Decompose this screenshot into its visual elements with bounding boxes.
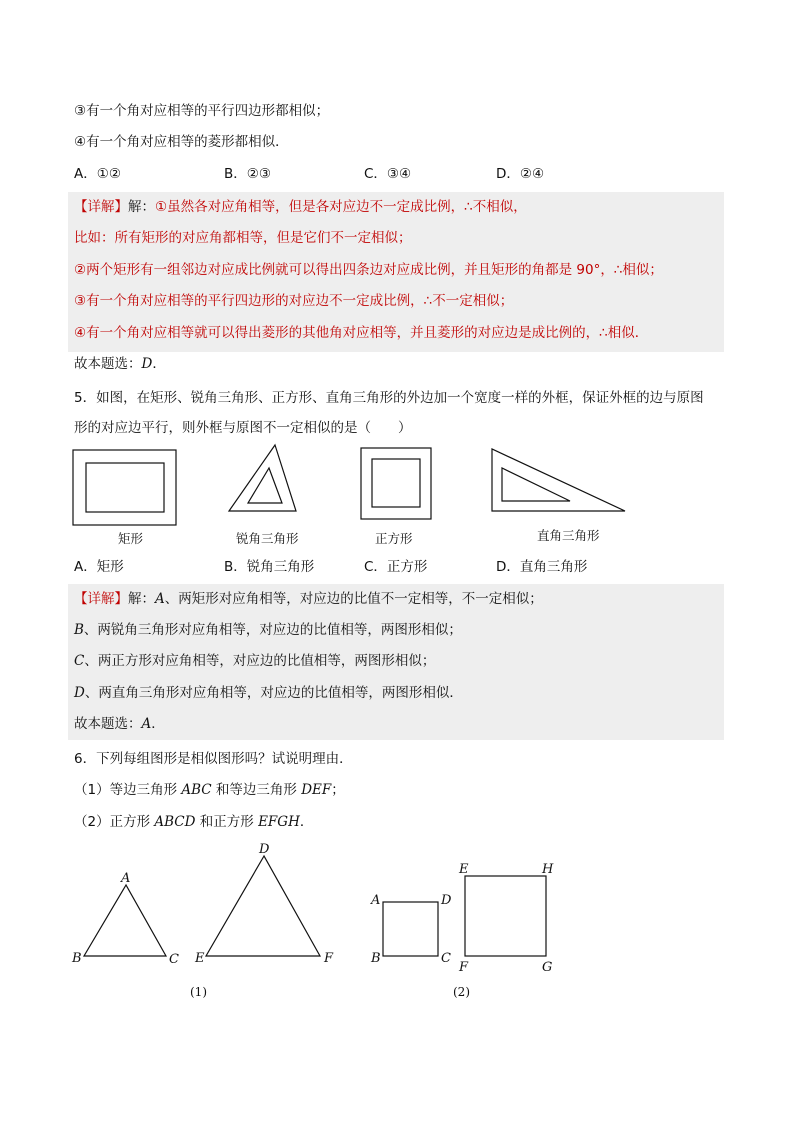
q5-figures (0, 440, 794, 570)
caption-rectangle: 矩形 (118, 531, 144, 546)
q5-options (74, 557, 694, 577)
part-suffix: ； (331, 782, 345, 798)
solution-var: A (155, 591, 165, 607)
triangle-def (206, 856, 320, 956)
q6-stem: 6．下列每组图形是相似图形吗？试说明理由． (74, 751, 353, 767)
triangle-abc (84, 885, 166, 956)
q5-option-c[interactable]: C．正方形 (364, 559, 428, 575)
q4-answer-line (74, 354, 166, 374)
label-d: D (441, 893, 452, 908)
answer-letter: D (141, 356, 153, 372)
label-f: F (324, 951, 334, 966)
label-e: E (459, 862, 469, 877)
q4-statement-4: ④有一个角对应相等的菱形都相似． (74, 134, 289, 150)
q4-option-c[interactable]: C．③④ (364, 166, 412, 182)
solution-text: 、两正方形对应角相等，对应边的比值相等，两图形相似； (84, 653, 436, 669)
square-abcd-name: ABCD (154, 814, 196, 830)
solution-jie: 解： (128, 199, 155, 215)
right-triangle-inner (502, 468, 570, 501)
label-a: A (121, 871, 131, 886)
triangle-def-name: DEF (301, 782, 332, 798)
solution-text: 、两锐角三角形对应角相等，对应边的比值相等，两图形相似； (83, 622, 462, 638)
q4-solution-line-5: ④有一个角对应相等就可以得出菱形的其他角对应相等，并且菱形的对应边是成比例的，∴相似． (74, 325, 649, 341)
q4-options (74, 164, 694, 184)
solution-tag: 【详解】 (74, 199, 128, 215)
label-b: B (72, 951, 82, 966)
q5-option-a[interactable]: A．矩形 (74, 559, 124, 575)
label-c: C (441, 951, 451, 966)
label-d: D (259, 842, 270, 857)
rectangle-outer-frame (73, 450, 176, 525)
label-b: B (371, 951, 381, 966)
rectangle-inner (86, 463, 164, 512)
solution-var: D (74, 685, 85, 701)
label-a: A (371, 893, 381, 908)
solution-text: 、两矩形对应角相等，对应边的比值不一定相等，不一定相似； (164, 591, 543, 607)
answer-prefix: 故本题选： (74, 716, 142, 732)
caption-acute-triangle: 锐角三角形 (236, 531, 299, 546)
square-abcd (383, 902, 438, 956)
square-efgh (465, 876, 546, 956)
part-mid: 和正方形 (195, 814, 259, 830)
q6-part-2 (74, 812, 313, 832)
label-e: E (195, 951, 205, 966)
square-efgh-name: EFGH (258, 814, 300, 830)
solution-text: 、两直角三角形对应角相等，对应边的比值相等，两图形相似． (84, 685, 463, 701)
part-prefix: （2）正方形 (74, 814, 155, 830)
q4-solution-line-2: 比如：所有矩形的对应角都相等，但是它们不一定相似； (74, 230, 412, 246)
caption-square: 正方形 (375, 531, 413, 546)
q5-solution-line-3 (74, 651, 435, 671)
q5-solution-line-1 (74, 589, 543, 609)
part-suffix: ． (299, 814, 314, 830)
q6-figures (0, 838, 794, 1008)
right-triangle-outer (492, 449, 625, 511)
q5-solution-line-4 (74, 683, 463, 703)
q4-option-a[interactable]: A．①② (74, 166, 121, 182)
caption-right-triangle: 直角三角形 (537, 528, 600, 543)
q5-answer-line (74, 714, 165, 734)
solution-jie: 解： (128, 591, 155, 607)
q4-solution-line-4: ③有一个角对应相等的平行四边形的对应边不一定成比例，∴不一定相似； (74, 293, 514, 309)
triangle-abc-name: ABC (181, 782, 212, 798)
q5-option-b[interactable]: B．锐角三角形 (224, 559, 315, 575)
figure-1-caption: (1) (190, 985, 207, 999)
answer-suffix: ． (151, 716, 165, 732)
figure-2-caption: (2) (453, 985, 470, 999)
solution-var: C (74, 653, 85, 669)
q6-part-1 (74, 780, 345, 800)
label-g: G (542, 960, 553, 975)
q4-statement-3: ③有一个角对应相等的平行四边形都相似； (74, 103, 330, 119)
answer-suffix: ． (152, 356, 166, 372)
solution-var: B (74, 622, 84, 638)
q5-option-d[interactable]: D．直角三角形 (496, 559, 588, 575)
label-c: C (169, 952, 179, 967)
q4-option-b[interactable]: B．②③ (224, 166, 271, 182)
part-prefix: （1）等边三角形 (74, 782, 182, 798)
answer-prefix: 故本题选： (74, 356, 142, 372)
label-h: H (542, 862, 554, 877)
q4-solution-line-3: ②两个矩形有一组邻边对应成比例就可以得出四条边对应成比例，并且矩形的角都是 90°，∴相似； (74, 262, 663, 278)
answer-letter: A (141, 716, 152, 732)
square-inner (372, 459, 420, 507)
q5-stem-line-2: 形的对应边平行，则外框与原图不一定相似的是（ ） (74, 420, 412, 436)
q4-solution-text-1: ①虽然各对应角相等，但是各对应边不一定成比例，∴不相似， (155, 199, 527, 215)
label-f: F (459, 960, 469, 975)
acute-triangle-inner (248, 468, 282, 503)
part-mid: 和等边三角形 (211, 782, 302, 798)
q5-stem-line-1: 5．如图，在矩形、锐角三角形、正方形、直角三角形的外边加一个宽度一样的外框，保证外框的边与原图 (74, 390, 704, 406)
q5-solution-line-2 (74, 620, 462, 640)
q4-solution-line-1 (74, 197, 527, 217)
q4-option-d[interactable]: D．②④ (496, 166, 545, 182)
solution-tag: 【详解】 (74, 591, 128, 607)
